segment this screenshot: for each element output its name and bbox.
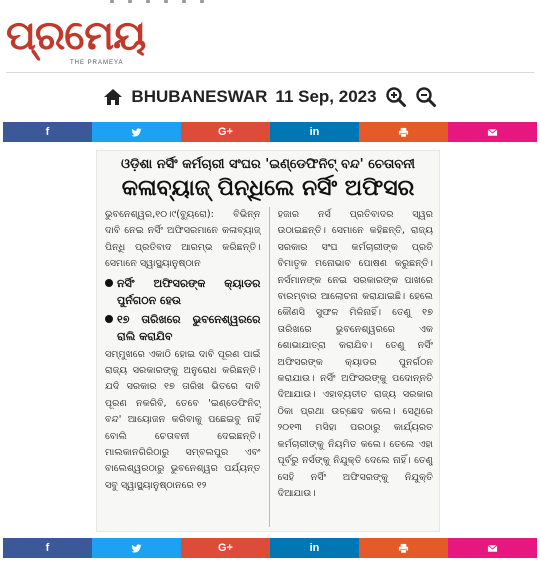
home-icon[interactable] — [103, 87, 123, 107]
article-bullet — [105, 311, 261, 345]
facebook-share-button[interactable] — [3, 122, 92, 142]
google-plus-icon: G+ — [218, 126, 233, 138]
article-body — [105, 207, 433, 527]
article-headline: କଳାବ୍ୟାଜ୍ ପିନ୍ଧିଲେ ନର୍ସିଂ ଅଫିସର — [121, 176, 415, 201]
share-bar-top — [3, 122, 537, 142]
article-column-1 — [105, 207, 261, 527]
facebook-icon: f — [45, 542, 50, 554]
zoom-in-icon[interactable] — [385, 86, 407, 108]
zoom-out-icon[interactable] — [415, 86, 437, 108]
google-plus-share-button[interactable] — [181, 122, 270, 142]
column-divider — [269, 207, 270, 527]
print-button[interactable] — [359, 538, 448, 558]
email-icon — [487, 543, 498, 554]
facebook-share-button[interactable] — [3, 538, 92, 558]
top-dots — [110, 0, 204, 3]
print-icon — [398, 543, 409, 554]
print-button[interactable] — [359, 122, 448, 142]
logo-tagline: THE PRAMEYA — [70, 60, 124, 66]
bullet-text: ନର୍ସିଂ ଅଫିସରଙ୍କ କ୍ୟାଡର ପୁର୍ନଗଠନ ହେଉ — [117, 276, 261, 307]
article-column-2 — [278, 207, 434, 527]
linkedin-icon: in — [309, 126, 320, 138]
article-kicker: ଓଡ଼ିଶା ନର୍ସିଂ କର୍ମଚାରୀ ସଂଘର 'ଇଣ୍ଡେଫିନିଟ୍ ବନ୍ଦ' ଚେତାବନୀ — [121, 157, 415, 172]
article-paragraph: ହଜାର ନର୍ସ ପ୍ରତିବାଦର ସ୍ୱର ଉଠାଇଛନ୍ତି। ସେମାନେ କହିଛନ୍ତି, ରାଜ୍ୟ ସରକାର ସଂଘ କର୍ମଚାରୀଙ୍କ ପ୍ରତି ବିମାତୃକ ମନୋଭାବ ପୋଷଣ କରୁଛନ୍ତି। ନର୍ସମାନଙ୍କ ନେଇ ସରକାରଙ୍କ ପାଖରେ ବାରମ୍ବାର ଆଲୋଚନା କରାଯାଇଛି। ହେଲେ କୌଣସି ସୁଫଳ ମିଳିନାହିଁ। ତେଣୁ ୧୭ ତାରିଖରେ ଭୁବନେଶ୍ୱରରେ ଏକ ଶୋଭାଯାତ୍ରା କରାଯିବ। ତେଣୁ ନର୍ସିଂ ଅଫିସରଙ୍କ କ୍ୟାଡର ପୁନର୍ଗଠନ କରାଯାଉ। ନର୍ସିଂ ଅଫିସରଙ୍କୁ ପଦୋନ୍ନତି ଦିଆଯାଉ। ଏହାବ୍ୟତୀତ ରାଜ୍ୟ ସରକାର ଠିକା ପ୍ରଥା ଉଚ୍ଛେଦ କଲେ। ସେଥିରେ ୨୦୧୩ ମସିହା ପରଠାରୁ କାର୍ଯ୍ୟରତ କର୍ମଚାରୀଙ୍କୁ ନିୟମିତ କଲେ। ତେଲେ ଏହା ପୂର୍ବରୁ ନର୍ସଙ୍କୁ ନିଯୁକ୍ତି ଦେଲେ ନାହିଁ। ତେଣୁ ସେହି ନର୍ସିଂ ଅଫିସରଙ୍କୁ ନିଯୁକ୍ତି ଦିଆଯାଉ। — [277, 209, 433, 499]
bullet-text: ୧୭ ତାରିଖରେ ଭୁବନେଶ୍ୱରରେ ରାଲି କରାଯିବ — [117, 312, 261, 343]
print-icon — [398, 127, 409, 138]
twitter-share-button[interactable] — [92, 122, 181, 142]
article-paragraph: ସମ୍ମୁଖରେ ଏକାଠି ହୋଇ ଦାବି ପୂରଣ ପାଇଁ ରାଜ୍ୟ ସରକାରଙ୍କୁ ଅନୁରୋଧ କରିଛନ୍ତି। ଯଦି ସରକାର ୧୭ ତାରିଖ ଭିତରେ ଦାବି ପୂରଣ ନକରିବି, ତେବେ 'ଇଣ୍ଡେଫିନିଟ୍ ବନ୍ଦ' ଆୟୋଜନ କରିବାକୁ ପଛେଇବୁ ନାହିଁ ବୋଲି ଚେତାବନୀ ଦେଇଛନ୍ତି। ମାଲକାନଗିରିଠାରୁ ସମ୍ବଲପୁର ଏବଂ ବାଲେଶ୍ୱରଠାରୁ ଭୁବନେଶ୍ୱର ପର୍ଯ୍ୟନ୍ତ ସବୁ ସ୍ୱାସ୍ଥ୍ୟାନୁଷ୍ଠାନରେ ୧୨ — [105, 348, 261, 491]
facebook-icon: f — [45, 126, 50, 138]
linkedin-share-button[interactable] — [270, 122, 359, 142]
linkedin-share-button[interactable] — [270, 538, 359, 558]
logo-name: ପ୍ରମେୟ — [6, 12, 146, 59]
google-plus-share-button[interactable] — [181, 538, 270, 558]
dateline-city: BHUBANESWAR — [131, 87, 268, 106]
dateline-bar — [0, 84, 540, 110]
email-icon — [487, 127, 498, 138]
email-share-button[interactable] — [448, 122, 537, 142]
twitter-icon — [131, 543, 142, 554]
dateline-date: 11 Sep, 2023 — [275, 87, 377, 106]
site-logo[interactable] — [6, 14, 206, 70]
twitter-icon — [131, 127, 142, 138]
google-plus-icon: G+ — [218, 542, 233, 554]
news-clipping — [96, 150, 440, 532]
twitter-share-button[interactable] — [92, 538, 181, 558]
article-bullet — [105, 275, 261, 309]
article-intro: ଭୁବନେଶ୍ୱର,୧୦।୯(ବ୍ୟୁରୋ): ବିଭିନ୍ନ ଦାବି ନେଇ ନର୍ସିଂ ଅଫିସରମାନେ କଳାବ୍ୟାଜ୍ ପିନ୍ଧି ପ୍ରତିବାଦ ଆରମ୍ଭ କରିଛନ୍ତି। ସେମାନେ ସ୍ୱାସ୍ଥ୍ୟାନୁଷ୍ଠାନ — [105, 209, 261, 270]
email-share-button[interactable] — [448, 538, 537, 558]
share-bar-bottom — [3, 538, 537, 558]
header-divider — [6, 72, 534, 73]
linkedin-icon: in — [309, 542, 320, 554]
